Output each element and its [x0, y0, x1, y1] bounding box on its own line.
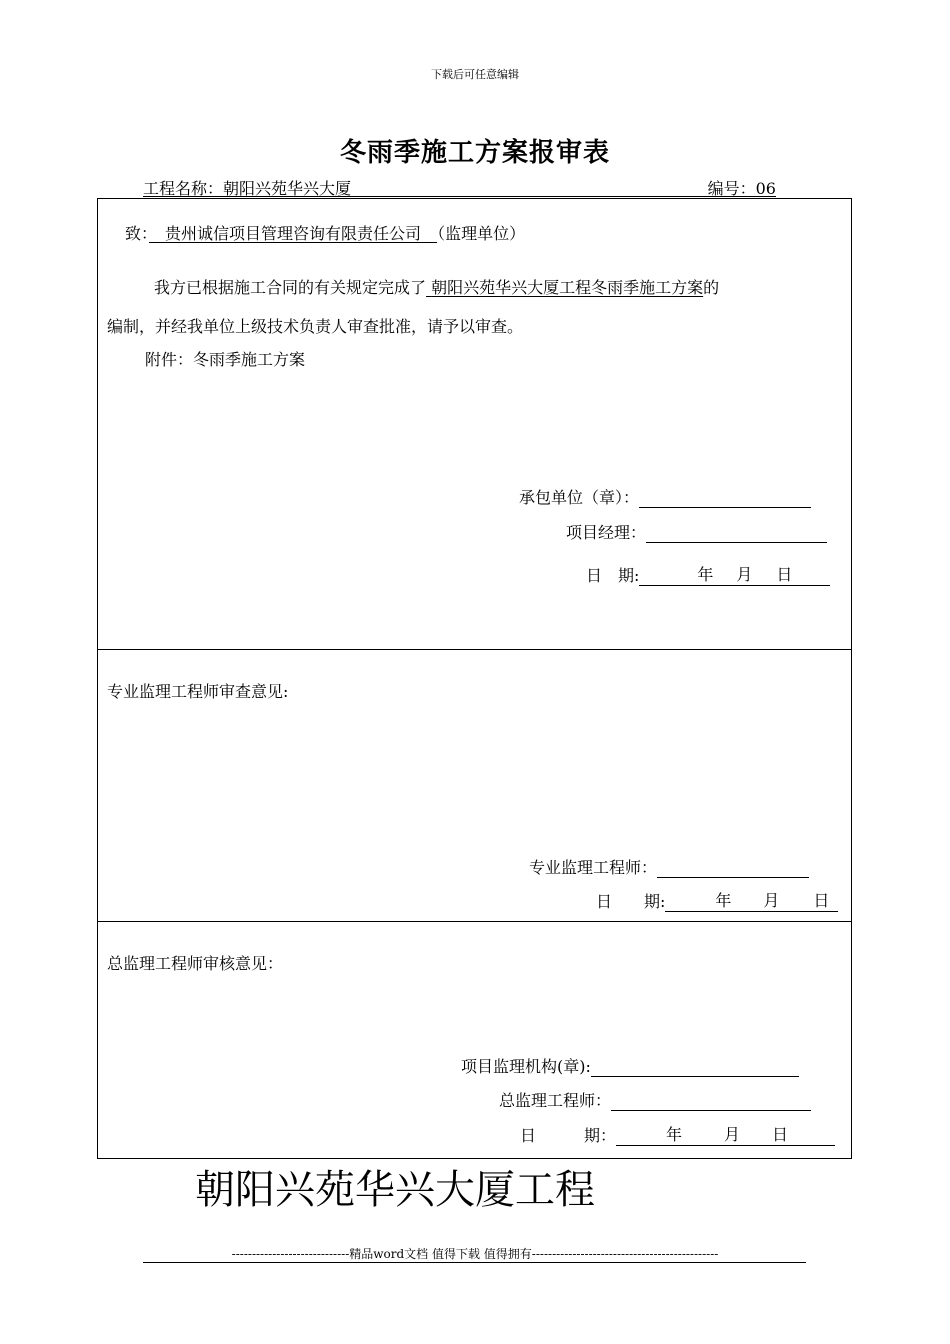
engineer-review-heading: 专业监理工程师审查意见: [107, 682, 289, 701]
engineer-review-section [97, 649, 852, 922]
footer-divider [143, 1262, 806, 1263]
contractor-signature-line [639, 489, 811, 508]
footer-note: -----------------------------精品word文档 值得下载 值得拥有---------------------------------------------- [231, 1247, 719, 1261]
header-note: 下载后可任意编辑 [431, 68, 519, 81]
engineer-signature-line [657, 859, 809, 878]
project-info-line [143, 176, 776, 197]
page-title: 冬雨季施工方案报审表 [339, 138, 610, 168]
org-signature-line [591, 1058, 799, 1077]
date-row-3 [520, 1123, 835, 1146]
date-line: 年 月 日 [639, 567, 830, 586]
date-row-1 [586, 563, 830, 586]
contractor-label: 承包单位（章）： [519, 488, 640, 507]
chief-signature-line [611, 1092, 811, 1111]
body-line-1 [154, 275, 719, 298]
date-line: 年 月 日 [616, 1127, 835, 1146]
attachment-line: 附件：冬雨季施工方案 [145, 350, 306, 369]
recipient-prefix: 致： [125, 224, 150, 243]
body-line-2: 编制，并经我单位上级技术负责人审查批准，请予以审查。 [107, 317, 524, 336]
chief-label: 总监理工程师： [499, 1091, 612, 1110]
date-label: 日 期: [596, 892, 666, 911]
date-row-2 [596, 889, 838, 912]
org-sign-row [461, 1054, 799, 1077]
org-label: 项目监理机构(章): [461, 1057, 591, 1076]
recipient-suffix: （监理单位） [437, 224, 526, 243]
date-label: 日 期： [520, 1126, 617, 1145]
bottom-project-title: 朝阳兴苑华兴大厦工程 [195, 1167, 595, 1213]
chief-review-section [97, 921, 852, 1159]
date-label: 日 期: [586, 566, 640, 585]
recipient-line [125, 221, 525, 244]
submission-section [97, 198, 852, 650]
chief-review-heading: 总监理工程师审核意见： [107, 954, 284, 973]
body-prefix: 我方已根据施工合同的有关规定完成了 [154, 278, 427, 297]
body-suffix: 的 [703, 278, 720, 297]
chief-sign-row [499, 1088, 811, 1111]
engineer-label: 专业监理工程师： [529, 858, 658, 877]
date-line: 年 月 日 [665, 893, 838, 912]
project-name: 工程名称：朝阳兴苑华兴大厦 [143, 179, 352, 198]
pm-sign-row [566, 520, 827, 543]
recipient-company: 贵州诚信项目管理咨询有限责任公司 [165, 224, 422, 243]
pm-label: 项目经理： [566, 523, 647, 542]
contractor-sign-row [519, 485, 811, 508]
body-subject: 朝阳兴苑华兴大厦工程冬雨季施工方案 [431, 278, 704, 297]
engineer-sign-row [529, 855, 809, 878]
pm-signature-line [646, 524, 827, 543]
document-number: 编号：06 [707, 179, 776, 198]
